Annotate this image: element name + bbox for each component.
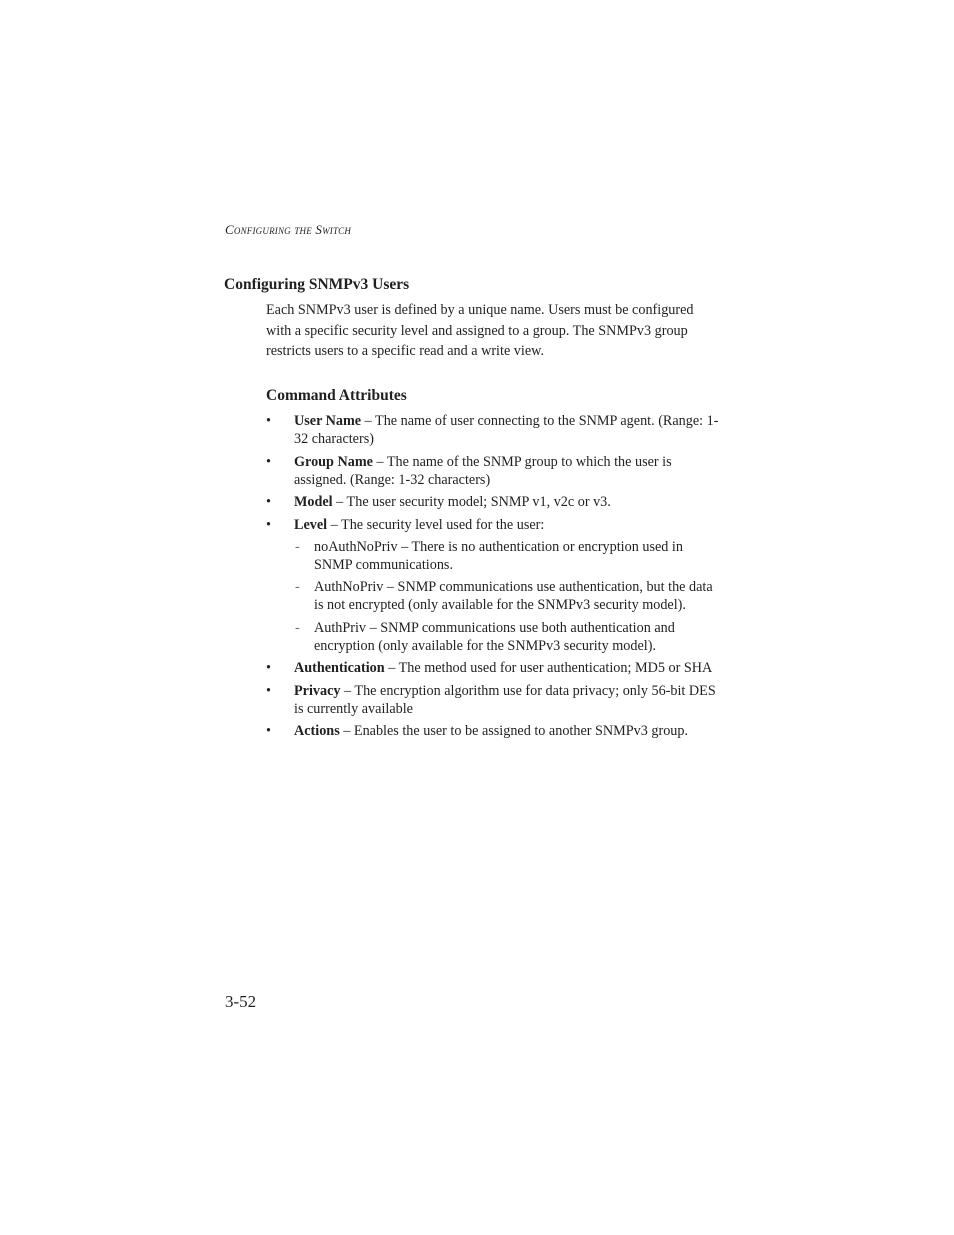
attribute-name: Actions xyxy=(294,723,340,739)
attribute-level xyxy=(266,516,721,655)
bullet-icon: • xyxy=(266,660,271,676)
attribute-description: – Enables the user to be assigned to another SNMPv3 group. xyxy=(339,723,689,739)
attribute-group-name xyxy=(266,453,721,489)
level-list xyxy=(294,538,721,655)
attribute-name: Level xyxy=(294,516,328,533)
attribute-name: User Name xyxy=(294,413,362,429)
bullet-icon: • xyxy=(266,413,271,429)
attribute-description: – The encryption algorithm use for data privacy; only 56-bit DES is currently available xyxy=(294,682,716,717)
running-head: Configuring the Switch xyxy=(225,222,352,237)
attribute-user-name xyxy=(266,412,721,448)
attribute-model xyxy=(266,493,721,511)
level-description: AuthPriv – SNMP communications use both authentication and encryption (only available for the SNMPv3 security model). xyxy=(314,619,675,654)
attribute-name: Privacy xyxy=(294,682,341,699)
command-attributes-heading: Command Attributes xyxy=(266,387,407,404)
bullet-icon: • xyxy=(266,682,271,699)
dash-icon: - xyxy=(295,579,300,595)
attribute-privacy xyxy=(266,682,721,718)
attribute-list xyxy=(266,412,721,745)
level-description: noAuthNoPriv – There is no authentication or encryption used in SNMP communications. xyxy=(314,538,683,573)
attribute-name: Model xyxy=(294,494,333,510)
attribute-actions xyxy=(266,722,721,740)
attribute-name: Group Name xyxy=(294,453,373,470)
bullet-icon: • xyxy=(266,453,271,470)
attribute-description: – The name of user connecting to the SNMP agent. (Range: 1-32 characters) xyxy=(294,413,719,447)
level-item-authnopriv xyxy=(294,578,721,614)
dash-icon: - xyxy=(295,538,300,555)
attribute-description: – The method used for user authentication; MD5 or SHA xyxy=(384,660,713,676)
dash-icon: - xyxy=(295,619,300,636)
bullet-icon: • xyxy=(266,723,271,739)
section-title: Configuring SNMPv3 Users xyxy=(224,276,410,293)
level-item-noauthnopriv xyxy=(294,538,721,574)
attribute-authentication xyxy=(266,659,721,677)
page-number: 3-52 xyxy=(225,992,257,1011)
level-description: AuthNoPriv – SNMP communications use authentication, but the data is not encrypted (only available for the SNMPv3 security model). xyxy=(314,579,713,613)
bullet-icon: • xyxy=(266,494,271,510)
attribute-description: – The name of the SNMP group to which the user is assigned. (Range: 1-32 characters) xyxy=(294,453,672,488)
intro-paragraph: Each SNMPv3 user is defined by a unique name. Users must be configured with a specific security level and assigned to a group. The SNMPv3 group restricts users to a specific read and a write view. xyxy=(266,302,694,359)
level-item-authpriv xyxy=(294,619,721,655)
bullet-icon: • xyxy=(266,516,271,533)
attribute-name: Authentication xyxy=(294,660,385,676)
attribute-description: – The security level used for the user: xyxy=(327,516,545,533)
attribute-description: – The user security model; SNMP v1, v2c or v3. xyxy=(332,494,611,510)
